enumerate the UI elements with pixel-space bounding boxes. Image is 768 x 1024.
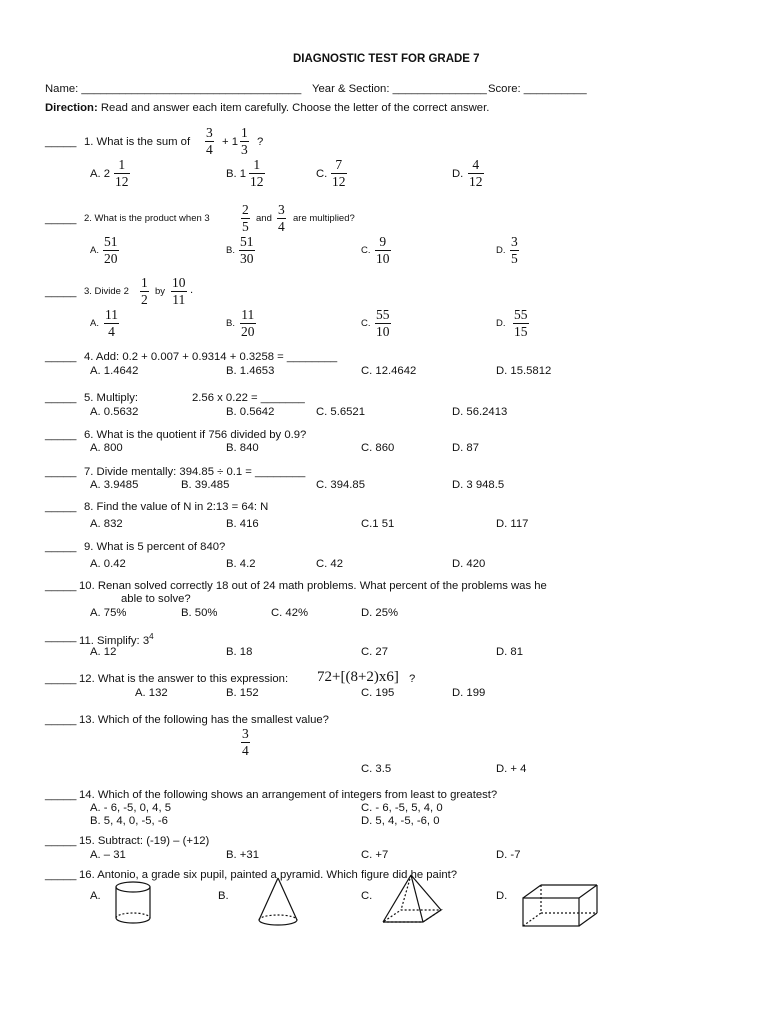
question-10-text: 10. Renan solved correctly 18 out of 24 math problems. What percent of the problems was he bbox=[79, 580, 547, 592]
q3-option-c-fraction: 55 10 bbox=[376, 307, 390, 339]
question-5-text: 5. Multiply: bbox=[84, 392, 138, 404]
q7-option-c[interactable]: C. 394.85 bbox=[316, 479, 365, 491]
answer-blank-15[interactable]: _____ bbox=[45, 835, 77, 847]
question-13-text: 13. Which of the following has the smallest value? bbox=[79, 714, 329, 726]
q10-option-d[interactable]: D. 25% bbox=[361, 607, 399, 619]
question-4-text: 4. Add: 0.2 + 0.007 + 0.9314 + 0.3258 = ________ bbox=[84, 351, 338, 363]
question-8-text: 8. Find the value of N in 2:13 = 64: N bbox=[84, 501, 269, 513]
answer-blank-5[interactable]: _____ bbox=[45, 392, 77, 404]
q16-option-c[interactable]: C. bbox=[361, 890, 373, 902]
q2-option-a-fraction: 51 20 bbox=[104, 234, 118, 266]
q1-option-b-fraction: 1 12 bbox=[250, 157, 264, 189]
question-3-text: 3. Divide 2 bbox=[84, 286, 129, 297]
q13-fraction-option: 3 4 bbox=[242, 726, 249, 758]
answer-blank-16[interactable]: _____ bbox=[45, 869, 77, 881]
q10-option-b[interactable]: B. 50% bbox=[181, 607, 218, 619]
q3-option-a-fraction: 11 4 bbox=[105, 307, 118, 339]
answer-blank-11[interactable]: _____ bbox=[45, 631, 77, 643]
question-12-text: 12. What is the answer to this expression: bbox=[79, 673, 289, 685]
q3-option-b-fraction: 11 20 bbox=[241, 307, 255, 339]
year-section-field[interactable]: Year & Section: _______________ bbox=[312, 83, 487, 95]
q3-option-d[interactable]: D. bbox=[496, 318, 506, 329]
q11-option-d[interactable]: D. 81 bbox=[496, 646, 524, 658]
q1-plus: + 1 bbox=[222, 136, 239, 148]
answer-blank-8[interactable]: _____ bbox=[45, 501, 77, 513]
answer-blank-7[interactable]: _____ bbox=[45, 466, 77, 478]
cone-icon[interactable] bbox=[256, 876, 300, 928]
question-5-expression: 2.56 x 0.22 = _______ bbox=[192, 392, 305, 404]
q2-fraction-2: 3 4 bbox=[278, 202, 285, 234]
q4-option-c[interactable]: C. 12.4642 bbox=[361, 365, 417, 377]
q1-option-c[interactable]: C. bbox=[316, 168, 328, 180]
q14-option-a[interactable]: A. - 6, -5, 0, 4, 5 bbox=[90, 802, 171, 814]
q2-option-a[interactable]: A. bbox=[90, 245, 99, 256]
q6-option-a[interactable]: A. 800 bbox=[90, 442, 123, 454]
q2-option-d-fraction: 3 5 bbox=[511, 234, 518, 266]
q6-option-b[interactable]: B. 840 bbox=[226, 442, 259, 454]
answer-blank-1[interactable]: _____ bbox=[45, 136, 77, 148]
q1-option-d[interactable]: D. bbox=[452, 168, 464, 180]
q3-option-a[interactable]: A. bbox=[90, 318, 99, 329]
q1-fraction-2: 1 3 bbox=[241, 125, 248, 157]
answer-blank-2[interactable]: _____ bbox=[45, 213, 77, 225]
q11-option-a[interactable]: A. 12 bbox=[90, 646, 117, 658]
q9-option-b[interactable]: B. 4.2 bbox=[226, 558, 256, 570]
page-title: DIAGNOSTIC TEST FOR GRADE 7 bbox=[293, 53, 480, 65]
q16-option-d[interactable]: D. bbox=[496, 890, 508, 902]
question-12-expression: 72+[(8+2)x6] bbox=[317, 669, 399, 685]
q5-option-a[interactable]: A. 0.5632 bbox=[90, 406, 139, 418]
q5-option-d[interactable]: D. 56.2413 bbox=[452, 406, 508, 418]
question-6-text: 6. What is the quotient if 756 divided by 0.9? bbox=[84, 429, 307, 441]
question-16-text: 16. Antonio, a grade six pupil, painted a pyramid. Which figure did he paint? bbox=[79, 869, 458, 881]
answer-blank-10[interactable]: _____ bbox=[45, 580, 77, 592]
q6-option-d[interactable]: D. 87 bbox=[452, 442, 480, 454]
q5-option-c[interactable]: C. 5.6521 bbox=[316, 406, 365, 418]
q9-option-d[interactable]: D. 420 bbox=[452, 558, 486, 570]
q14-option-c[interactable]: C. - 6, -5, 5, 4, 0 bbox=[361, 802, 443, 814]
question-12-end: ? bbox=[409, 673, 416, 685]
q3-by: by bbox=[155, 286, 166, 297]
q1-option-c-fraction: 7 12 bbox=[332, 157, 346, 189]
q3-option-b[interactable]: B. bbox=[226, 318, 235, 329]
answer-blank-6[interactable]: _____ bbox=[45, 429, 77, 441]
q11-option-c[interactable]: C. 27 bbox=[361, 646, 389, 658]
question-7-text: 7. Divide mentally: 394.85 ÷ 0.1 = ________ bbox=[84, 466, 306, 478]
direction-label: Direction: bbox=[45, 102, 98, 114]
q14-option-d[interactable]: D. 5, 4, -5, -6, 0 bbox=[361, 815, 440, 827]
q10-option-a[interactable]: A. 75% bbox=[90, 607, 127, 619]
q2-option-b[interactable]: B. bbox=[226, 245, 235, 256]
answer-blank-14[interactable]: _____ bbox=[45, 789, 77, 801]
q3-fraction-1: 1 2 bbox=[141, 275, 148, 307]
q5-option-b[interactable]: B. 0.5642 bbox=[226, 406, 275, 418]
q2-and: and bbox=[256, 213, 272, 224]
q15-option-a[interactable]: A. – 31 bbox=[90, 849, 126, 861]
q2-option-d[interactable]: D. bbox=[496, 245, 506, 256]
q9-option-c[interactable]: C. 42 bbox=[316, 558, 344, 570]
q11-option-b[interactable]: B. 18 bbox=[226, 646, 253, 658]
direction bbox=[45, 101, 489, 115]
q1-option-b[interactable]: B. 1 bbox=[226, 168, 247, 180]
question-2-text: 2. What is the product when 3 bbox=[84, 213, 210, 224]
q7-option-d[interactable]: D. 3 948.5 bbox=[452, 479, 505, 491]
q15-option-b[interactable]: B. +31 bbox=[226, 849, 259, 861]
q9-option-a[interactable]: A. 0.42 bbox=[90, 558, 126, 570]
answer-blank-12[interactable]: _____ bbox=[45, 673, 77, 685]
q8-option-b[interactable]: B. 416 bbox=[226, 518, 259, 530]
q4-option-b[interactable]: B. 1.4653 bbox=[226, 365, 275, 377]
question-15-text: 15. Subtract: (-19) – (+12) bbox=[79, 835, 210, 847]
q8-option-d[interactable]: D. 117 bbox=[496, 518, 529, 530]
score-field[interactable]: Score: __________ bbox=[488, 83, 587, 95]
answer-blank-13[interactable]: _____ bbox=[45, 714, 77, 726]
q12-option-b[interactable]: B. 152 bbox=[226, 687, 259, 699]
q16-option-b[interactable]: B. bbox=[218, 890, 229, 902]
q2-fraction-1: 2 5 bbox=[242, 202, 249, 234]
cylinder-icon[interactable] bbox=[113, 880, 153, 926]
q3-fraction-2: 10 11 bbox=[172, 275, 186, 307]
q4-option-d[interactable]: D. 15.5812 bbox=[496, 365, 552, 377]
pyramid-icon[interactable] bbox=[381, 872, 447, 930]
q15-option-c[interactable]: C. +7 bbox=[361, 849, 389, 861]
q7-option-b[interactable]: B. 39.485 bbox=[181, 479, 230, 491]
answer-blank-3[interactable]: _____ bbox=[45, 286, 77, 298]
direction-text: Read and answer each item carefully. Choose the letter of the correct answer. bbox=[97, 102, 490, 114]
question-14-text: 14. Which of the following shows an arrangement of integers from least to greatest? bbox=[79, 789, 498, 801]
question-9-text: 9. What is 5 percent of 840? bbox=[84, 541, 226, 553]
q8-option-c[interactable]: C.1 51 bbox=[361, 518, 395, 530]
q7-option-a[interactable]: A. 3.9485 bbox=[90, 479, 139, 491]
q11-exponent: 4 bbox=[149, 632, 154, 641]
q1-option-a[interactable]: A. 2 bbox=[90, 168, 111, 180]
answer-blank-4[interactable]: _____ bbox=[45, 351, 77, 363]
q6-option-c[interactable]: C. 860 bbox=[361, 442, 395, 454]
q2-end: are multiplied? bbox=[293, 213, 355, 224]
q12-option-d[interactable]: D. 199 bbox=[452, 687, 486, 699]
q1-option-a-fraction: 1 12 bbox=[115, 157, 129, 189]
question-10-text-continued: able to solve? bbox=[121, 593, 191, 605]
q3-option-c[interactable]: C. bbox=[361, 318, 371, 329]
rectangular-prism-icon[interactable] bbox=[521, 882, 601, 930]
q1-option-d-fraction: 4 12 bbox=[469, 157, 483, 189]
q16-option-a[interactable]: A. bbox=[90, 890, 101, 902]
q1-end: ? bbox=[257, 136, 264, 148]
q10-option-c[interactable]: C. 42% bbox=[271, 607, 309, 619]
q12-option-c[interactable]: C. 195 bbox=[361, 687, 395, 699]
q2-option-c[interactable]: C. bbox=[361, 245, 371, 256]
q8-option-a[interactable]: A. 832 bbox=[90, 518, 123, 530]
q13-option-d[interactable]: D. + 4 bbox=[496, 763, 527, 775]
q14-option-b[interactable]: B. 5, 4, 0, -5, -6 bbox=[90, 815, 168, 827]
q2-option-c-fraction: 9 10 bbox=[376, 234, 390, 266]
q15-option-d[interactable]: D. -7 bbox=[496, 849, 521, 861]
q4-option-a[interactable]: A. 1.4642 bbox=[90, 365, 139, 377]
q3-option-d-fraction: 55 15 bbox=[514, 307, 528, 339]
q13-option-c[interactable]: C. 3.5 bbox=[361, 763, 392, 775]
q12-option-a[interactable]: A. 132 bbox=[135, 687, 168, 699]
q1-fraction-1: 3 4 bbox=[206, 125, 213, 157]
q2-option-b-fraction: 51 30 bbox=[240, 234, 254, 266]
q3-end: . bbox=[190, 284, 194, 296]
question-11-text: 11. Simplify: $3^4$ bbox=[79, 632, 154, 647]
name-field[interactable]: Name: ___________________________________ bbox=[45, 83, 302, 95]
question-1-text: 1. What is the sum of bbox=[84, 136, 191, 148]
answer-blank-9[interactable]: _____ bbox=[45, 541, 77, 553]
